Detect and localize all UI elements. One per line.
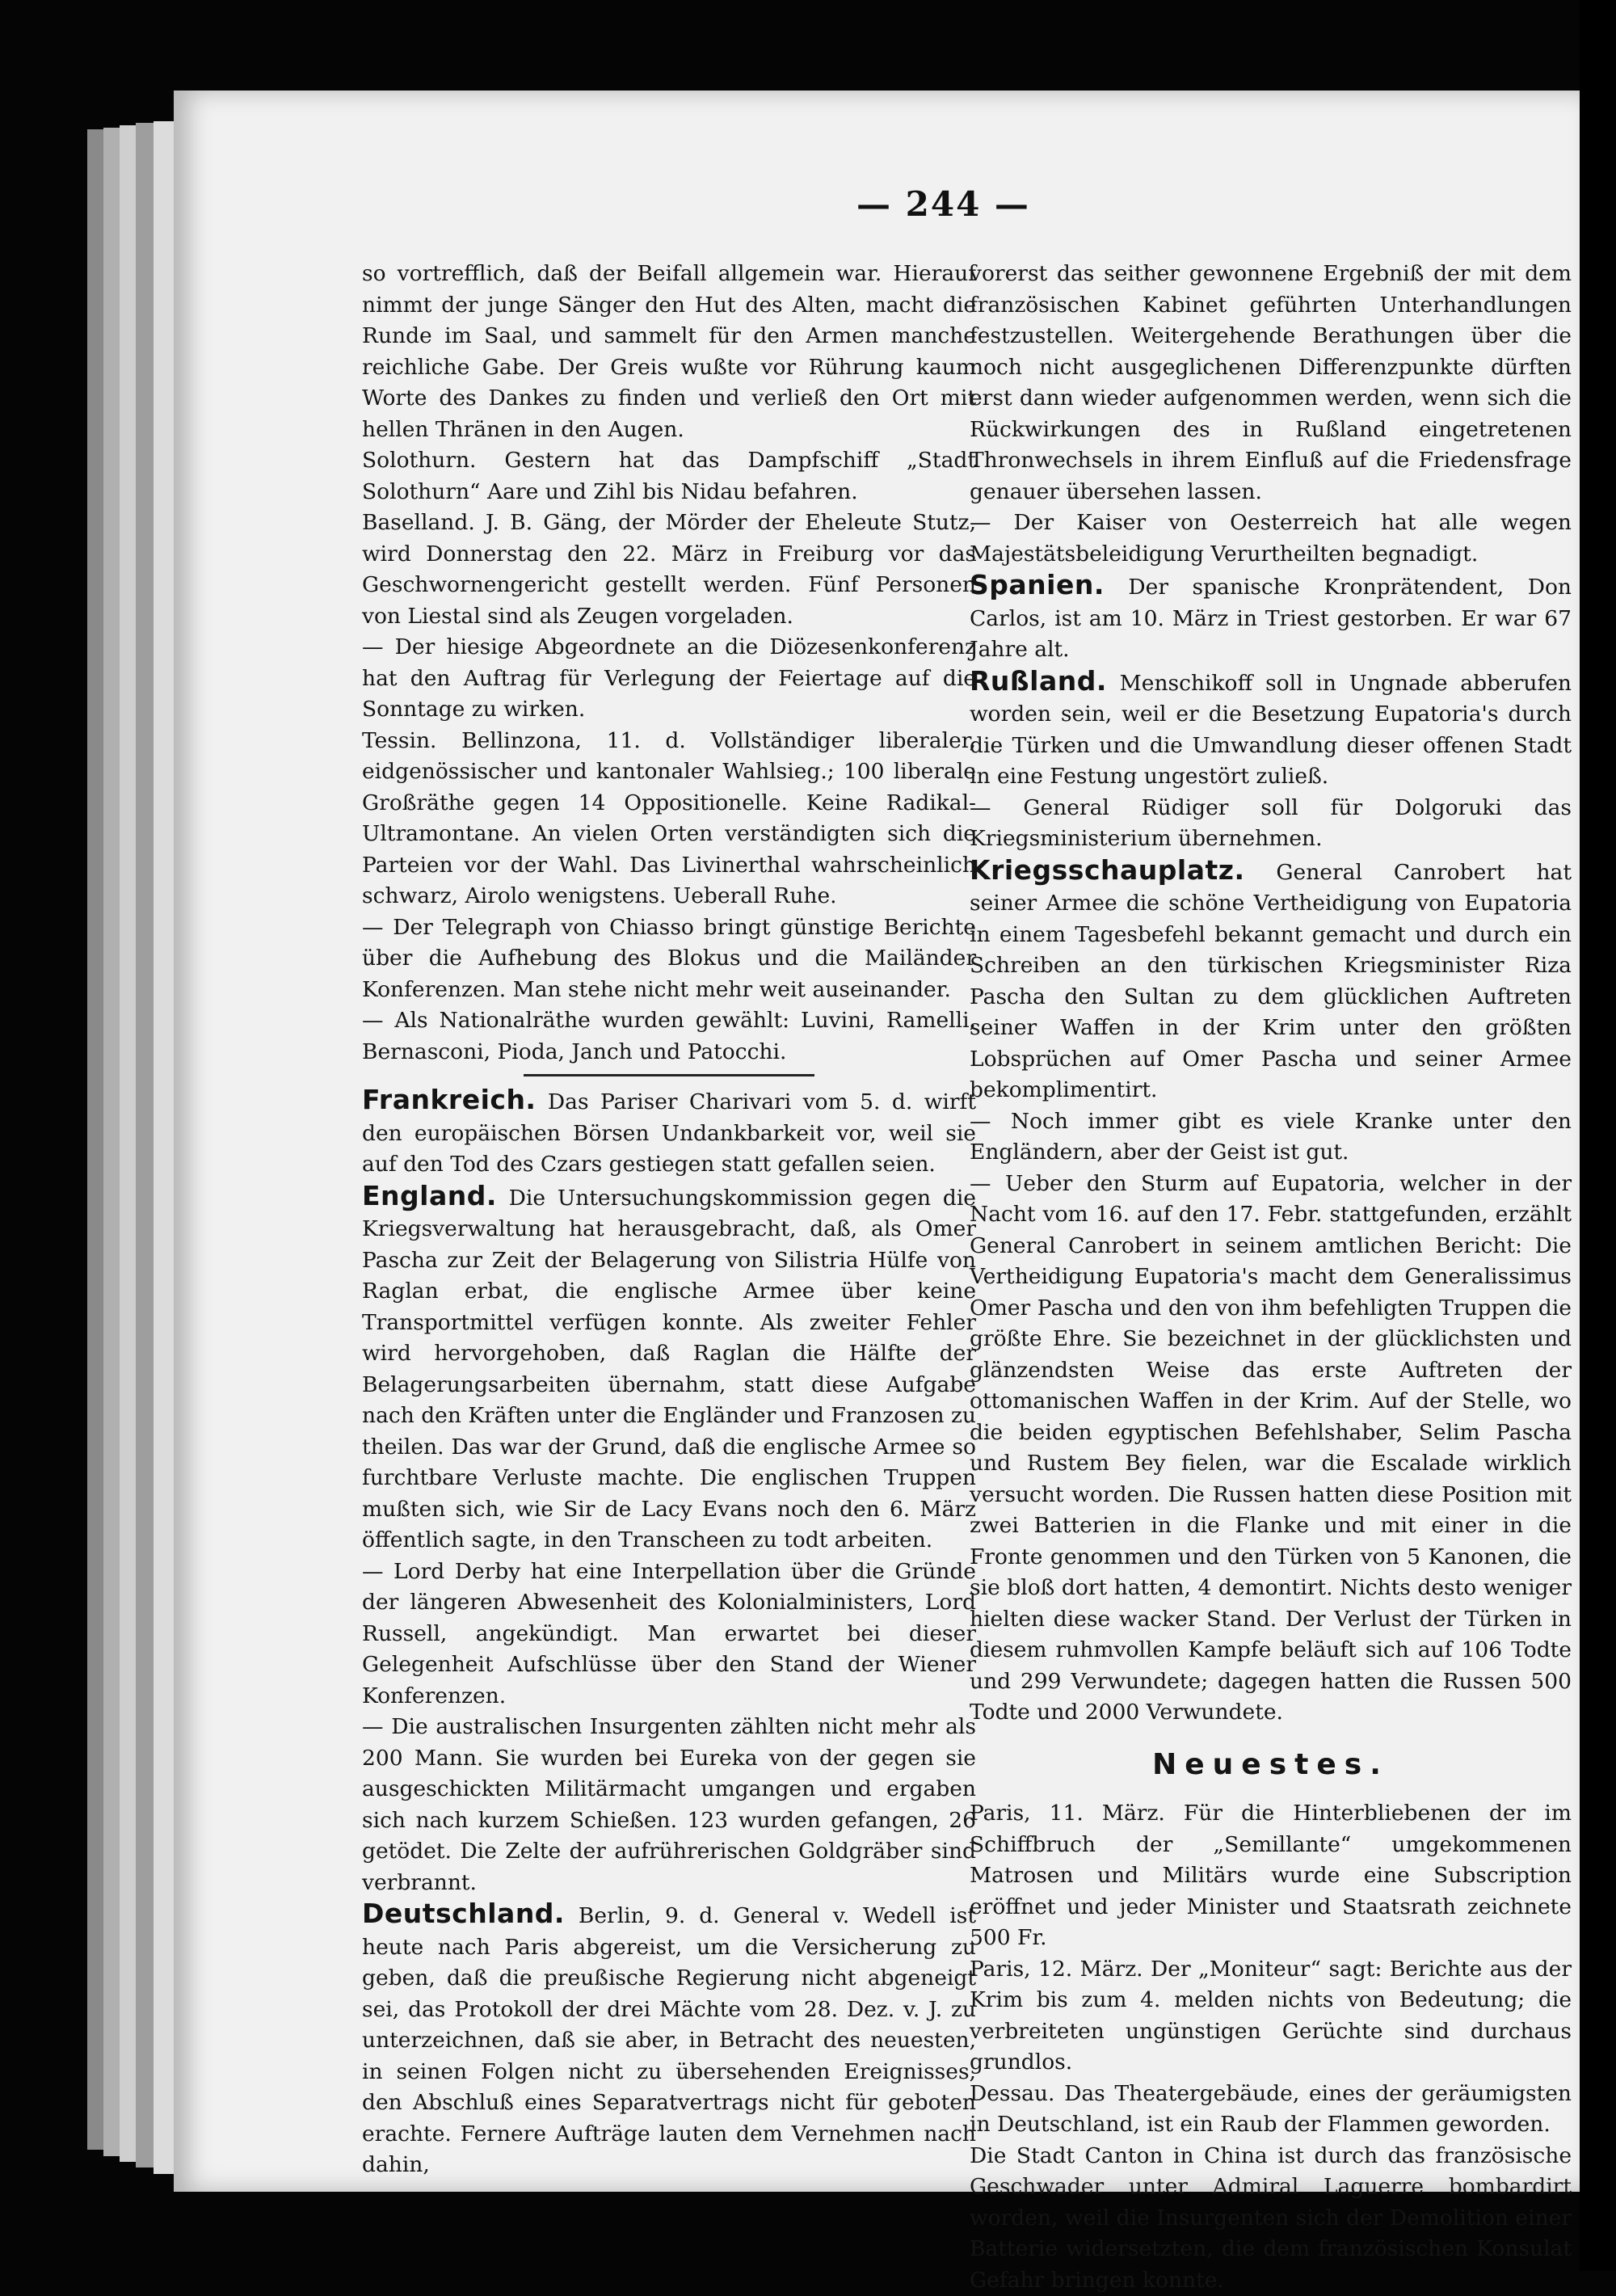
article-text: Der spanische Kronprätendent, Don Carlos, ist am 10. März in Triest gestorben. Er war 67 Jahre alt. [970,575,1572,662]
article-text: Menschikoff soll in Ungnade abberufen worden sein, weil er die Besetzung Eupatoria's durch die Türken und die Umwandlung dieser offenen Stadt in eine Festung ungestört zuließ. [970,671,1572,790]
article-text: Paris, 12. März. Der „Moniteur“ sagt: Berichte aus der Krim bis zum 4. melden nichts von Bedeutung; die verbreiteten ungünstigen Gerüchte sind durchaus grundlos. [970,1957,1572,2075]
article-text: Die Stadt Canton in China ist durch das französische Geschwader unter Admiral Laguerre bombardirt worden, weil die Insurgenten sich der Demolition einer Batterie widersetzten, die dem französischen Konsulat Gefahr bringen konnte. [970,2143,1572,2293]
article-paragraph [970,2141,1572,2296]
article-text: Tessin. Bellinzona, 11. d. Vollständiger liberaler, eidgenössischer und kantonaler Wahlsieg.; 100 liberale Großräthe gegen 14 Oppositionelle. Keine Radikal-Ultramontane. An vielen Orten verständigten sich die Parteien vor der Wahl. Das Livinerthal wahrscheinlich schwarz, Airolo wenigstens. Ueberall Ruhe. [362,728,976,909]
article-text: Dessau. Das Theatergebäude, eines der geräumigsten in Deutschland, ist ein Raub der Flammen geworden. [970,2081,1572,2138]
article-text: — Der Kaiser von Oesterreich hat alle wegen Majestätsbeleidigung Verurtheilten begnadigt. [970,510,1572,567]
article-text: so vortrefflich, daß der Beifall allgemein war. Hierauf nimmt der junge Sänger den Hut des Alten, macht die Runde im Saal, und sammelt für den Armen manche reichliche Gabe. Der Greis wußte vor Rührung kaum Worte des Dankes zu finden und verließ den Ort mit hellen Thränen in den Augen. [362,261,976,442]
article-paragraph [362,632,976,726]
article-paragraph [970,1106,1572,1169]
article-text: Berlin, 9. d. General v. Wedell ist heute nach Paris abgereist, um die Versicherung zu geben, daß die preußische Regierung nicht abgeneigt sei, das Protokoll der drei Mächte vom 28. Dez. v. J. zu unterzeichnen, daß sie aber, in Betracht des neuesten, in seinen Folgen nicht zu übersehenden Ereignisses, den Abschluß eines Separatvertrags nicht für geboten erachte. Fernere Aufträge lauten dem Vernehmen nach dahin, [362,1903,976,2177]
article-paragraph [970,1798,1572,1954]
article-paragraph [362,1557,976,1713]
article-text: Solothurn. Gestern hat das Dampfschiff „Stadt Solothurn“ Aare und Zihl bis Nidau befahren. [362,448,976,504]
article-text: — Noch immer gibt es viele Kranke unter den Engländern, aber der Geist ist gut. [970,1109,1572,1165]
article-paragraph [362,1181,976,1557]
article-paragraph [362,912,976,1006]
article-paragraph [362,726,976,912]
article-paragraph [362,1712,976,1898]
article-paragraph [970,855,1572,1106]
country-heading: Rußland. [970,665,1107,697]
article-text: — Der hiesige Abgeordnete an die Diözesenkonferenz hat den Auftrag für Verlegung der Feiertage auf die Sonntage zu wirken. [362,634,976,722]
article-text: — Die australischen Insurgenten zählten nicht mehr als 200 Mann. Sie wurden bei Eureka von der gegen sie ausgeschickten Militärmacht umgangen und ergaben sich nach kurzem Schießen. 123 wurden gefangen, 26 getödet. Die Zelte der aufrührerischen Goldgräber sind verbrannt. [362,1714,976,1895]
country-heading: England. [362,1180,497,1211]
right-column [970,259,1572,2296]
article-paragraph [362,445,976,508]
article-text: vorerst das seither gewonnene Ergebniß der mit dem französischen Kabinet geführten Unterhandlungen festzustellen. Weitergehende Berathungen über die noch nicht ausgeglichenen Differenzpunkte dürften erst dann wieder aufgenommen werden, wenn sich die Rückwirkungen des in Rußland eingetretenen Thronwechsels in ihrem Einfluß auf die Friedensfrage genauer übersehen lassen. [970,261,1572,504]
article-paragraph [362,1005,976,1068]
article-paragraph [970,666,1572,793]
article-paragraph [970,570,1572,666]
article-text: — Lord Derby hat eine Interpellation über die Gründe der längeren Abwesenheit des Kolonialministers, Lord Russell, angekündigt. Man erwartet bei dieser Gelegenheit Aufschlüsse über den Stand der Wiener Konferenzen. [362,1559,976,1708]
article-text: General Canrobert hat seiner Armee die schöne Vertheidigung von Eupatoria in einem Tagesbefehl bekannt gemacht und durch ein Schreiben an den türkischen Kriegsminister Riza Pascha den Sultan zu dem glücklichen Auftreten seiner Waffen in der Krim unter den größten Lobsprüchen auf Omer Pascha und seiner Armee bekomplimentirt. [970,860,1572,1103]
article-paragraph [970,508,1572,570]
section-divider [524,1074,814,1076]
article-paragraph [970,793,1572,855]
article-text: — Der Telegraph von Chiasso bringt günstige Berichte über die Aufhebung des Blokus und die Mailänder Konferenzen. Man stehe nicht mehr weit auseinander. [362,915,976,1002]
article-paragraph [362,1898,976,2181]
article-paragraph [970,1954,1572,2079]
article-paragraph [362,508,976,632]
article-paragraph [970,259,1572,508]
article-text: Das Pariser Charivari vom 5. d. wirft den europäischen Börsen Undankbarkeit vor, weil sie auf den Tod des Czars gestiegen statt gefallen seien. [362,1089,976,1177]
page-number: — 244 — [856,184,1030,224]
article-text: — Ueber den Sturm auf Eupatoria, welcher in der Nacht vom 16. auf den 17. Febr. stattgefunden, erzählt General Canrobert in seinem amtlichen Bericht: Die Vertheidigung Eupatoria's macht dem Generalissimus Omer Pascha und den von ihm befehligten Truppen die größte Ehre. Sie bezeichnet in der glücklichsten und glänzendsten Weise das erste Auftreten der ottomanischen Waffen in der Krim. Auf der Stelle, wo die beiden egyptischen Befehlshaber, Selim Pascha und Rustem Bey fielen, war die Escalade wirklich versucht worden. Die Russen hatten diese Position mit zwei Batterien in die Flanke und mit einer in die Fronte genommen und den Türken von 5 Kanonen, die sie bloß dort hatten, 4 demontirt. Nichts desto weniger hielten diese wacker Stand. Der Verlust der Türken in diesem ruhmvollen Kampfe beläuft sich auf 106 Todte und 299 Verwundete; dagegen hatten die Russen 500 Todte und 2000 Verwundete. [970,1171,1572,1725]
neuestes-heading: Neuestes. [970,1750,1572,1781]
country-heading: Frankreich. [362,1084,536,1115]
article-text: — General Rüdiger soll für Dolgoruki das Kriegsministerium übernehmen. [970,795,1572,852]
article-paragraph [362,259,976,445]
article-paragraph [970,1169,1572,1729]
country-heading: Spanien. [970,569,1105,600]
left-column [362,259,976,2181]
scan-border [1580,0,1616,2271]
article-paragraph [362,1085,976,1181]
country-heading: Deutschland. [362,1898,565,1929]
article-text: Baselland. J. B. Gäng, der Mörder der Eheleute Stutz, wird Donnerstag den 22. März in Freiburg vor das Geschwornengericht gestellt werden. Fünf Personen von Liestal sind als Zeugen vorgeladen. [362,510,976,629]
article-text: Paris, 11. März. Für die Hinterbliebenen der im Schiffbruch der „Semillante“ umgekommenen Matrosen und Militärs wurde eine Subscription eröffnet und jeder Minister und Staatsrath zeichnete 500 Fr. [970,1801,1572,1950]
article-paragraph [970,2079,1572,2141]
article-text: Die Untersuchungskommission gegen die Kriegsverwaltung hat herausgebracht, daß, als Omer Pascha zur Zeit der Belagerung von Silistria Hülfe von Raglan erbat, die englische Armee über keine Transportmittel verfügen konnte. Als zweiter Fehler wird hervorgehoben, daß Raglan die Hälfte der Belagerungsarbeiten übernahm, statt diese Aufgabe nach den Kräften unter die Engländer und Franzosen zu theilen. Das war der Grund, daß die englische Armee so furchtbare Verluste machte. Die englischen Truppen mußten sich, wie Sir de Lacy Evans noch den 6. März öffentlich sagte, in den Transcheen zu todt arbeiten. [362,1186,976,1553]
country-heading: Kriegsschauplatz. [970,854,1244,886]
article-text: — Als Nationalräthe wurden gewählt: Luvini, Ramelli, Bernasconi, Pioda, Janch und Patocchi. [362,1008,976,1064]
